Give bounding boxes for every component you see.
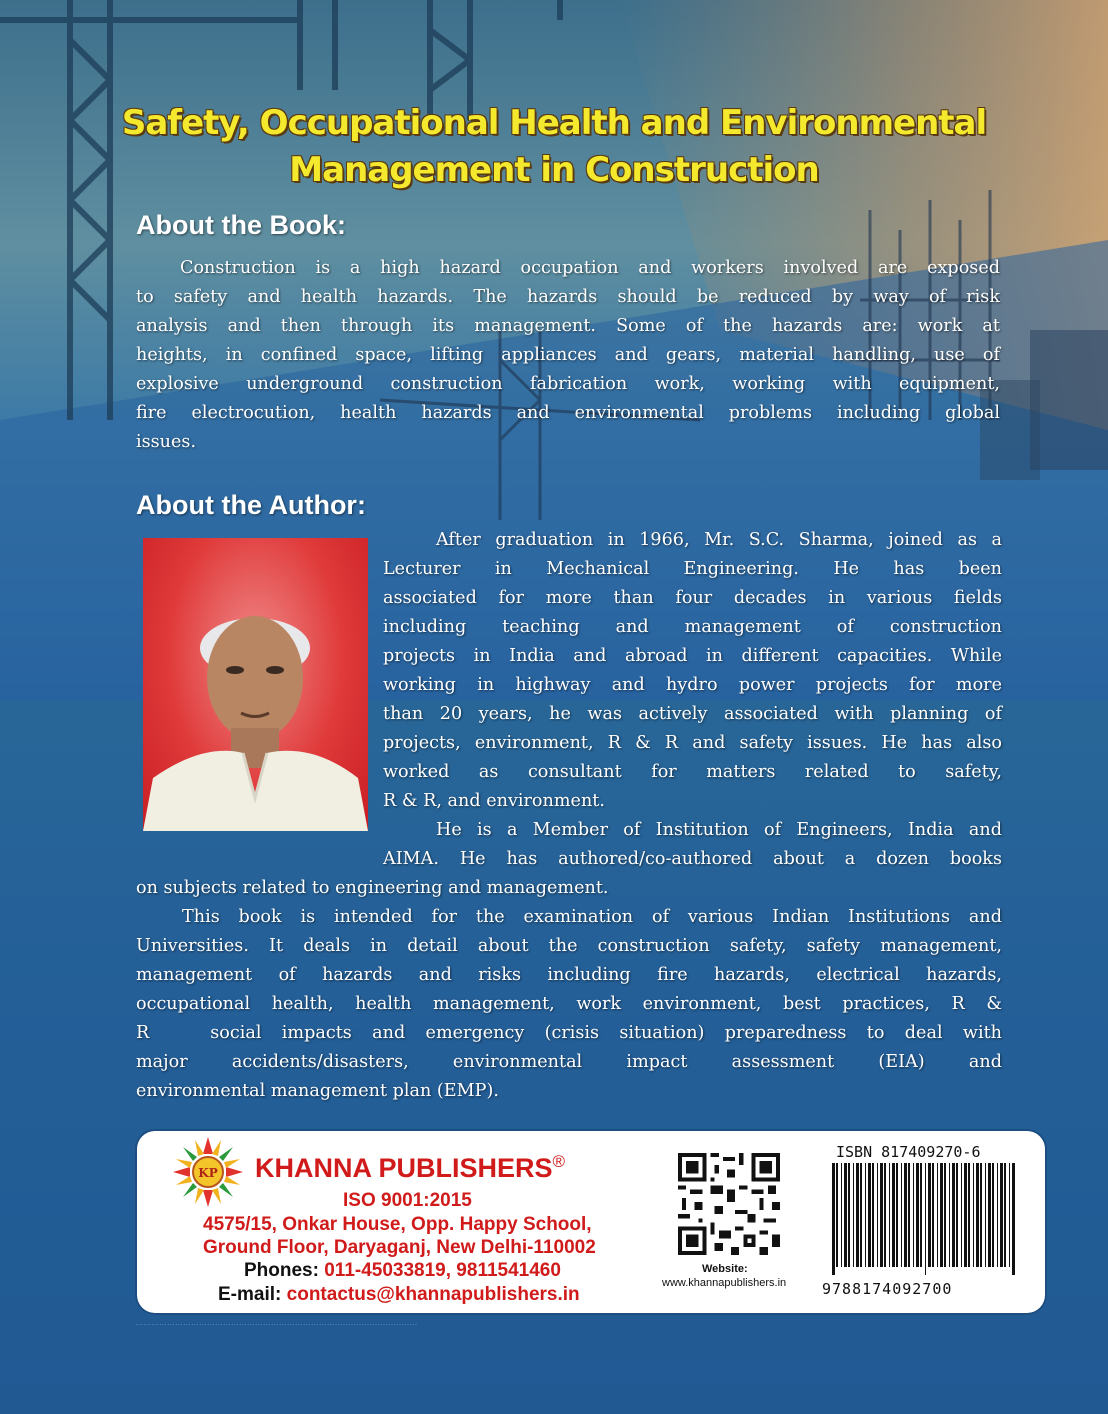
barcode-bar xyxy=(980,1163,982,1267)
about-book-line: analysis and then through its management. Some of the hazards are: work at xyxy=(136,316,1000,336)
author-line: environmental management plan (EMP). xyxy=(136,1081,499,1101)
barcode-bar xyxy=(856,1163,859,1267)
barcode-bar xyxy=(896,1163,898,1267)
registered-mark: ® xyxy=(552,1152,566,1171)
author-line: R & R, and environment. xyxy=(383,791,605,811)
barcode-bar xyxy=(956,1163,958,1267)
publisher-name-text: KHANNA PUBLISHERS xyxy=(255,1153,553,1183)
author-line: Lecturer in Mechanical Engineering. He has been xyxy=(383,559,1002,579)
publisher-address-line-2: Ground Floor, Daryaganj, New Delhi-110002 xyxy=(203,1237,596,1258)
author-line: than 20 years, he was actively associated with planning of xyxy=(383,704,1002,724)
author-line: on subjects related to engineering and management. xyxy=(136,878,609,898)
qr-code-icon xyxy=(678,1153,780,1255)
barcode-bar xyxy=(997,1163,998,1267)
barcode-bar xyxy=(880,1163,883,1267)
author-line: worked as consultant for matters related to safety, xyxy=(383,762,1002,782)
website-label: Website: xyxy=(702,1263,748,1275)
author-line: This book is intended for the examination of various Indian Institutions and xyxy=(182,907,1002,927)
publisher-iso: ISO 9001:2015 xyxy=(343,1190,472,1211)
barcode-bar xyxy=(865,1163,866,1267)
barcode-bar xyxy=(889,1163,890,1267)
publisher-name xyxy=(255,1152,565,1184)
barcode-bar xyxy=(964,1163,967,1267)
barcode-bar xyxy=(1000,1163,1003,1267)
barcode-bar xyxy=(920,1163,922,1267)
barcode-bar xyxy=(932,1163,934,1267)
barcode-bar xyxy=(913,1163,914,1267)
author-line: occupational health, health management, work environment, best practices, R & xyxy=(136,994,1002,1014)
about-author-heading: About the Author: xyxy=(136,490,366,520)
isbn-label: ISBN 817409270-6 xyxy=(836,1143,981,1161)
book-title-line-1: Safety, Occupational Health and Environmental xyxy=(121,103,987,143)
barcode-bar xyxy=(968,1163,970,1267)
barcode-bar xyxy=(1012,1163,1015,1275)
barcode-bar xyxy=(976,1163,979,1267)
barcode-bar xyxy=(992,1163,994,1267)
publisher-phones xyxy=(244,1260,561,1282)
about-book-line: fire electrocution, health hazards and environmental problems including global xyxy=(136,403,1000,423)
barcode-bar xyxy=(848,1163,850,1267)
barcode-bar xyxy=(884,1163,886,1267)
barcode-bar xyxy=(841,1163,842,1267)
barcode-bar xyxy=(973,1163,974,1267)
barcode-bar xyxy=(904,1163,907,1267)
barcode-number: 9788174092700 xyxy=(822,1280,953,1298)
about-book-line: to safety and health hazards. The hazards should be reduced by way of risk xyxy=(136,287,1000,307)
publisher-email xyxy=(218,1284,580,1306)
publisher-address-line-1: 4575/15, Onkar House, Opp. Happy School, xyxy=(203,1214,592,1235)
barcode-bar xyxy=(860,1163,862,1267)
publisher-logo-icon xyxy=(172,1136,244,1208)
author-line: AIMA. He has authored/co-authored about a dozen books xyxy=(383,849,1002,869)
phones-value: 011-45033819, 9811541460 xyxy=(324,1260,561,1281)
about-author-full-paragraph xyxy=(136,874,1002,1106)
author-line: projects, environment, R & R and safety issues. He has also xyxy=(383,733,1002,753)
barcode-bar xyxy=(836,1163,838,1267)
fine-print: ·········································································································· xyxy=(135,1320,418,1329)
barcode-bar xyxy=(832,1163,835,1275)
barcode-bar xyxy=(985,1163,986,1267)
website-link[interactable]: www.khannapublishers.in xyxy=(662,1277,787,1289)
barcode-bar xyxy=(944,1163,946,1267)
barcode-bar xyxy=(952,1163,955,1267)
barcode-bar xyxy=(961,1163,962,1267)
barcode-bar xyxy=(949,1163,950,1267)
email-label: E-mail: xyxy=(218,1284,282,1305)
author-line: R social impacts and emergency (crisis situation) preparedness to deal with xyxy=(136,1023,1002,1043)
barcode-bar xyxy=(925,1163,926,1275)
barcode-bar xyxy=(901,1163,902,1267)
logo-text: KP xyxy=(198,1166,218,1180)
barcode-bar xyxy=(908,1163,910,1267)
barcode-bar xyxy=(877,1163,878,1267)
about-book-line: issues. xyxy=(136,432,197,452)
about-author-side-paragraph xyxy=(383,526,1002,874)
barcode-bar xyxy=(892,1163,895,1267)
author-photo xyxy=(143,538,368,831)
barcode-bar xyxy=(853,1163,854,1267)
about-book-line: explosive underground construction fabrication work, working with equipment, xyxy=(136,374,1000,394)
phones-label: Phones: xyxy=(244,1260,319,1281)
barcode-bar xyxy=(928,1163,931,1267)
book-title-line-2: Management in Construction xyxy=(289,150,819,190)
about-book-heading: About the Book: xyxy=(136,210,346,240)
barcode-bar xyxy=(844,1163,847,1267)
barcode-bar xyxy=(988,1163,991,1267)
barcode-bar xyxy=(1009,1163,1010,1267)
barcode-bar xyxy=(872,1163,874,1267)
author-line: major accidents/disasters, environmental impact assessment (EIA) and xyxy=(136,1052,1002,1072)
barcode-bar xyxy=(868,1163,871,1267)
author-line: Universities. It deals in detail about the construction safety, safety management, xyxy=(136,936,1002,956)
isbn-barcode xyxy=(822,1143,1027,1298)
about-book-line: Construction is a high hazard occupation and workers involved are exposed xyxy=(180,258,1000,278)
barcode-bars xyxy=(830,1163,1020,1275)
barcode-bar xyxy=(1004,1163,1006,1267)
barcode-bar xyxy=(940,1163,943,1267)
email-link[interactable]: contactus@khannapublishers.in xyxy=(286,1284,580,1305)
barcode-bar xyxy=(937,1163,938,1267)
author-line: After graduation in 1966, Mr. S.C. Sharma, joined as a xyxy=(436,530,1002,550)
barcode-bar xyxy=(916,1163,919,1267)
author-line: working in highway and hydro power projects for more xyxy=(383,675,1002,695)
about-book-line: heights, in confined space, lifting appliances and gears, material handling, use of xyxy=(136,345,1000,365)
author-line: He is a Member of Institution of Engineers, India and xyxy=(436,820,1002,840)
author-line: management of hazards and risks including fire hazards, electrical hazards, xyxy=(136,965,1002,985)
author-line: projects in India and abroad in different capacities. While xyxy=(383,646,1002,666)
about-book-paragraph xyxy=(136,254,1000,457)
author-line: associated for more than four decades in various fields xyxy=(383,588,1002,608)
author-line: including teaching and management of construction xyxy=(383,617,1002,637)
